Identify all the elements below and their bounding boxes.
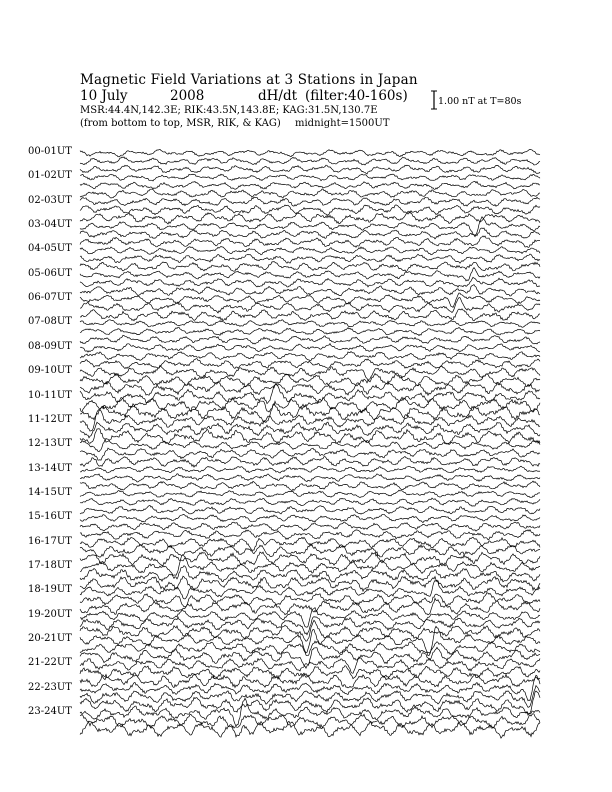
hour-label: 19-20UT: [28, 608, 72, 620]
trace-rik: [80, 352, 540, 361]
hour-label: 11-12UT: [28, 413, 72, 425]
hour-label: 05-06UT: [28, 267, 72, 279]
trace-msr: [80, 344, 540, 353]
trace-rik: [80, 205, 540, 215]
date-day: 10 July: [80, 88, 128, 104]
hour-label: 20-21UT: [28, 633, 72, 644]
trace-rik: [80, 181, 540, 189]
hour-label: 18-19UT: [28, 584, 72, 596]
hour-label: 02-03UT: [28, 194, 72, 206]
trace-rik: [80, 522, 540, 531]
trace-msr: [80, 366, 540, 381]
trace-kag: [80, 262, 540, 272]
trace-msr: [80, 246, 540, 254]
trace-kag: [80, 359, 540, 369]
hour-label: 21-22UT: [28, 657, 72, 669]
trace-kag: [80, 620, 540, 641]
trace-kag: [80, 165, 540, 174]
trace-kag: [80, 309, 540, 321]
trace-rik: [80, 277, 540, 287]
trace-kag: [80, 457, 540, 468]
trace-kag: [80, 285, 540, 296]
trace-rik: [80, 254, 540, 263]
trace-rik: [80, 666, 540, 680]
hour-label: 12-13UT: [28, 438, 72, 450]
stations-label: MSR:44.4N,142.3E; RIK:43.5N,143.8E; KAG:31.5N,130.7E: [80, 105, 378, 116]
hour-label: 15-16UT: [28, 511, 72, 523]
trace-rik: [80, 714, 540, 729]
hour-label: 04-05UT: [28, 243, 72, 255]
trace-msr: [80, 466, 540, 473]
order-label: (from bottom to top, MSR, RIK, & KAG): [80, 118, 281, 129]
filter-label: (filter:40-160s): [305, 88, 408, 104]
trace-rik: [80, 593, 540, 607]
trace-rik: [80, 298, 540, 313]
hour-label: 03-04UT: [28, 219, 72, 231]
trace-msr: [80, 608, 540, 628]
hour-label: 13-14UT: [28, 462, 72, 474]
trace-msr: [80, 174, 540, 181]
trace-kag: [80, 189, 540, 198]
midnight-label: midnight=1500UT: [295, 118, 390, 129]
trace-kag: [80, 212, 540, 224]
hour-label: 01-02UT: [28, 170, 72, 182]
trace-rik: [80, 157, 540, 165]
trace-rik: [80, 474, 540, 482]
chart-title: Magnetic Field Variations at 3 Stations in Japan: [80, 72, 418, 88]
hour-label: 17-18UT: [28, 559, 72, 571]
trace-kag: [80, 335, 540, 344]
trace-msr: [80, 537, 540, 551]
hour-label: 07-08UT: [28, 316, 72, 328]
trace-kag: [80, 576, 540, 591]
trace-msr: [80, 197, 540, 206]
trace-rik: [80, 327, 540, 335]
hour-label: 14-15UT: [28, 486, 72, 498]
trace-msr: [80, 555, 540, 575]
date-year: 2008: [170, 88, 205, 104]
hour-label: 22-23UT: [28, 681, 72, 693]
trace-msr: [80, 514, 540, 522]
trace-rik: [80, 498, 540, 506]
trace-kag: [80, 481, 540, 491]
trace-kag: [80, 404, 540, 423]
trace-msr: [80, 149, 540, 156]
hour-label: 10-11UT: [28, 389, 72, 401]
trace-kag: [80, 236, 540, 248]
hour-label: 06-07UT: [28, 292, 72, 304]
trace-msr: [80, 439, 540, 452]
component-label: dH/dt: [258, 88, 298, 104]
trace-kag: [80, 505, 540, 514]
scale-label: 1.00 nT at T=80s: [438, 96, 522, 107]
trace-msr: [80, 698, 540, 726]
trace-rik: [80, 228, 540, 239]
trace-msr: [80, 490, 540, 498]
hour-label: 23-24UT: [28, 706, 72, 718]
hour-label: 09-10UT: [28, 365, 72, 377]
hour-label: 00-01UT: [28, 146, 72, 157]
trace-rik: [80, 448, 540, 460]
trace-rik: [80, 545, 540, 558]
trace-msr: [80, 268, 540, 281]
hour-label: 08-09UT: [28, 340, 72, 352]
trace-kag: [80, 721, 540, 739]
trace-kag: [80, 429, 540, 444]
trace-msr: [80, 320, 540, 328]
hour-label: 16-17UT: [28, 535, 72, 547]
